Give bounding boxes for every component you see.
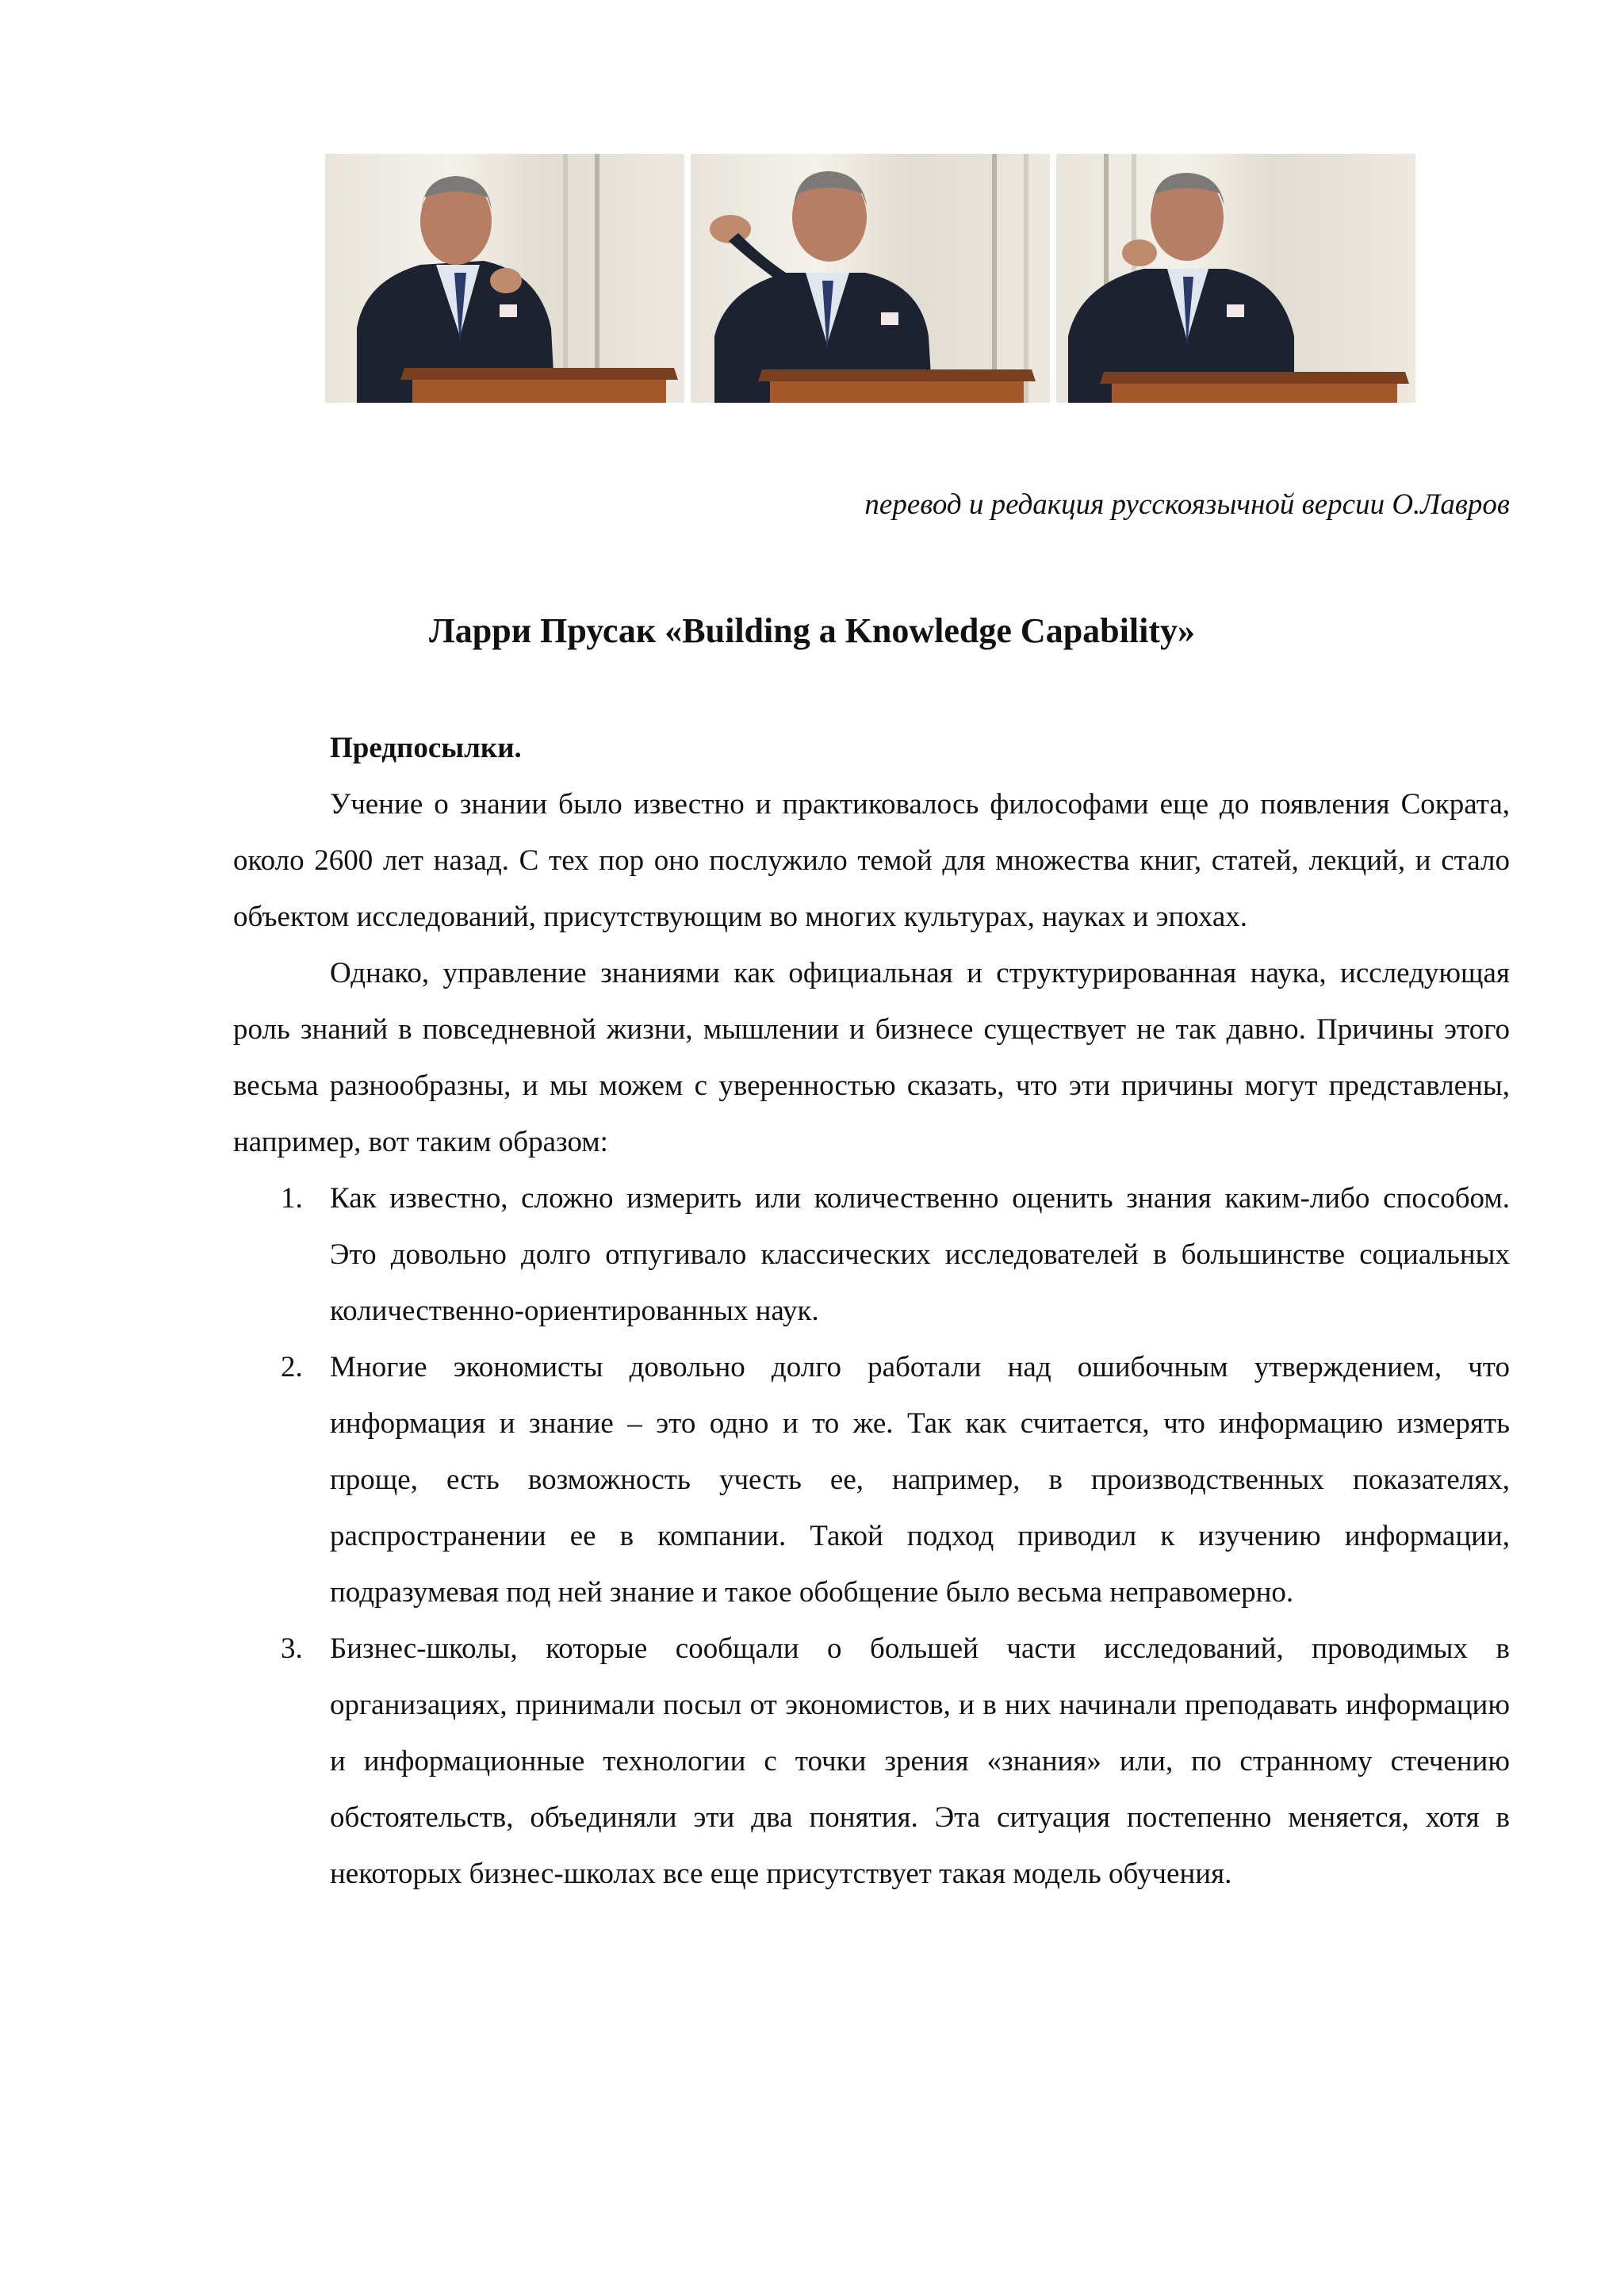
list-item (281, 1621, 1510, 1902)
page-title: Ларри Прусак «Building a Knowledge Capability» (429, 611, 1195, 650)
speaker-photo-icon (325, 154, 684, 403)
speaker-photo-icon (691, 154, 1050, 403)
speaker-photo-strip (325, 154, 1415, 403)
list-item-number: 3. (281, 1632, 303, 1665)
list-item-text: Многие экономисты довольно долго работали над ошибочным утверждением, что информация и знание – это одно и то же. Так как считается, что информацию измерять проще, есть возможность учесть ее, например, в производственных показателях, распространении ее в компании. Такой подход приводил к изучению информации, подразумевая под ней знание и такое обобщение было весьма неправомерно. (330, 1351, 1510, 1609)
speaker-photo-3 (1056, 154, 1415, 403)
speaker-photo-1 (325, 154, 684, 403)
list-item-text: Как известно, сложно измерить или количественно оценить знания каким-либо способом. Это довольно долго отпугивало классических исследователей в большинстве социальных количественно-ориентированных наук. (330, 1182, 1510, 1327)
list-item-number: 1. (281, 1182, 303, 1215)
reasons-list (233, 1170, 1510, 1902)
list-item (281, 1339, 1510, 1621)
translation-credit: перевод и редакция русскоязычной версии О.Лавров (864, 488, 1510, 521)
speaker-photo-icon (1056, 154, 1415, 403)
document-body (233, 720, 1510, 1902)
list-item-number: 2. (281, 1351, 303, 1383)
speaker-photo-2 (691, 154, 1050, 403)
list-item (281, 1170, 1510, 1339)
paragraph: Однако, управление знаниями как официальная и структурированная наука, исследующая роль знаний в повседневной жизни, мышлении и бизнесе существует не так давно. Причины этого весьма разнообразны, и мы можем с уверенностью сказать, что эти причины могут представлены, например, вот таким образом: (233, 957, 1510, 1158)
paragraph: Учение о знании было известно и практиковалось философами еще до появления Сократа, около 2600 лет назад. С тех пор оно послужило темой для множества книг, статей, лекций, и стало объектом исследований, присутствующим во многих культурах, науках и эпохах. (233, 788, 1510, 933)
section-heading: Предпосылки. (330, 732, 522, 764)
list-item-text: Бизнес-школы, которые сообщали о большей части исследований, проводимых в организациях, принимали посыл от экономистов, и в них начинали преподавать информацию и информационные технологии с точки зрения «знания» или, по странному стечению обстоятельств, объединяли эти два понятия. Эта ситуация постепенно меняется, хотя в некоторых бизнес-школах все еще присутствует такая модель обучения. (330, 1632, 1510, 1890)
